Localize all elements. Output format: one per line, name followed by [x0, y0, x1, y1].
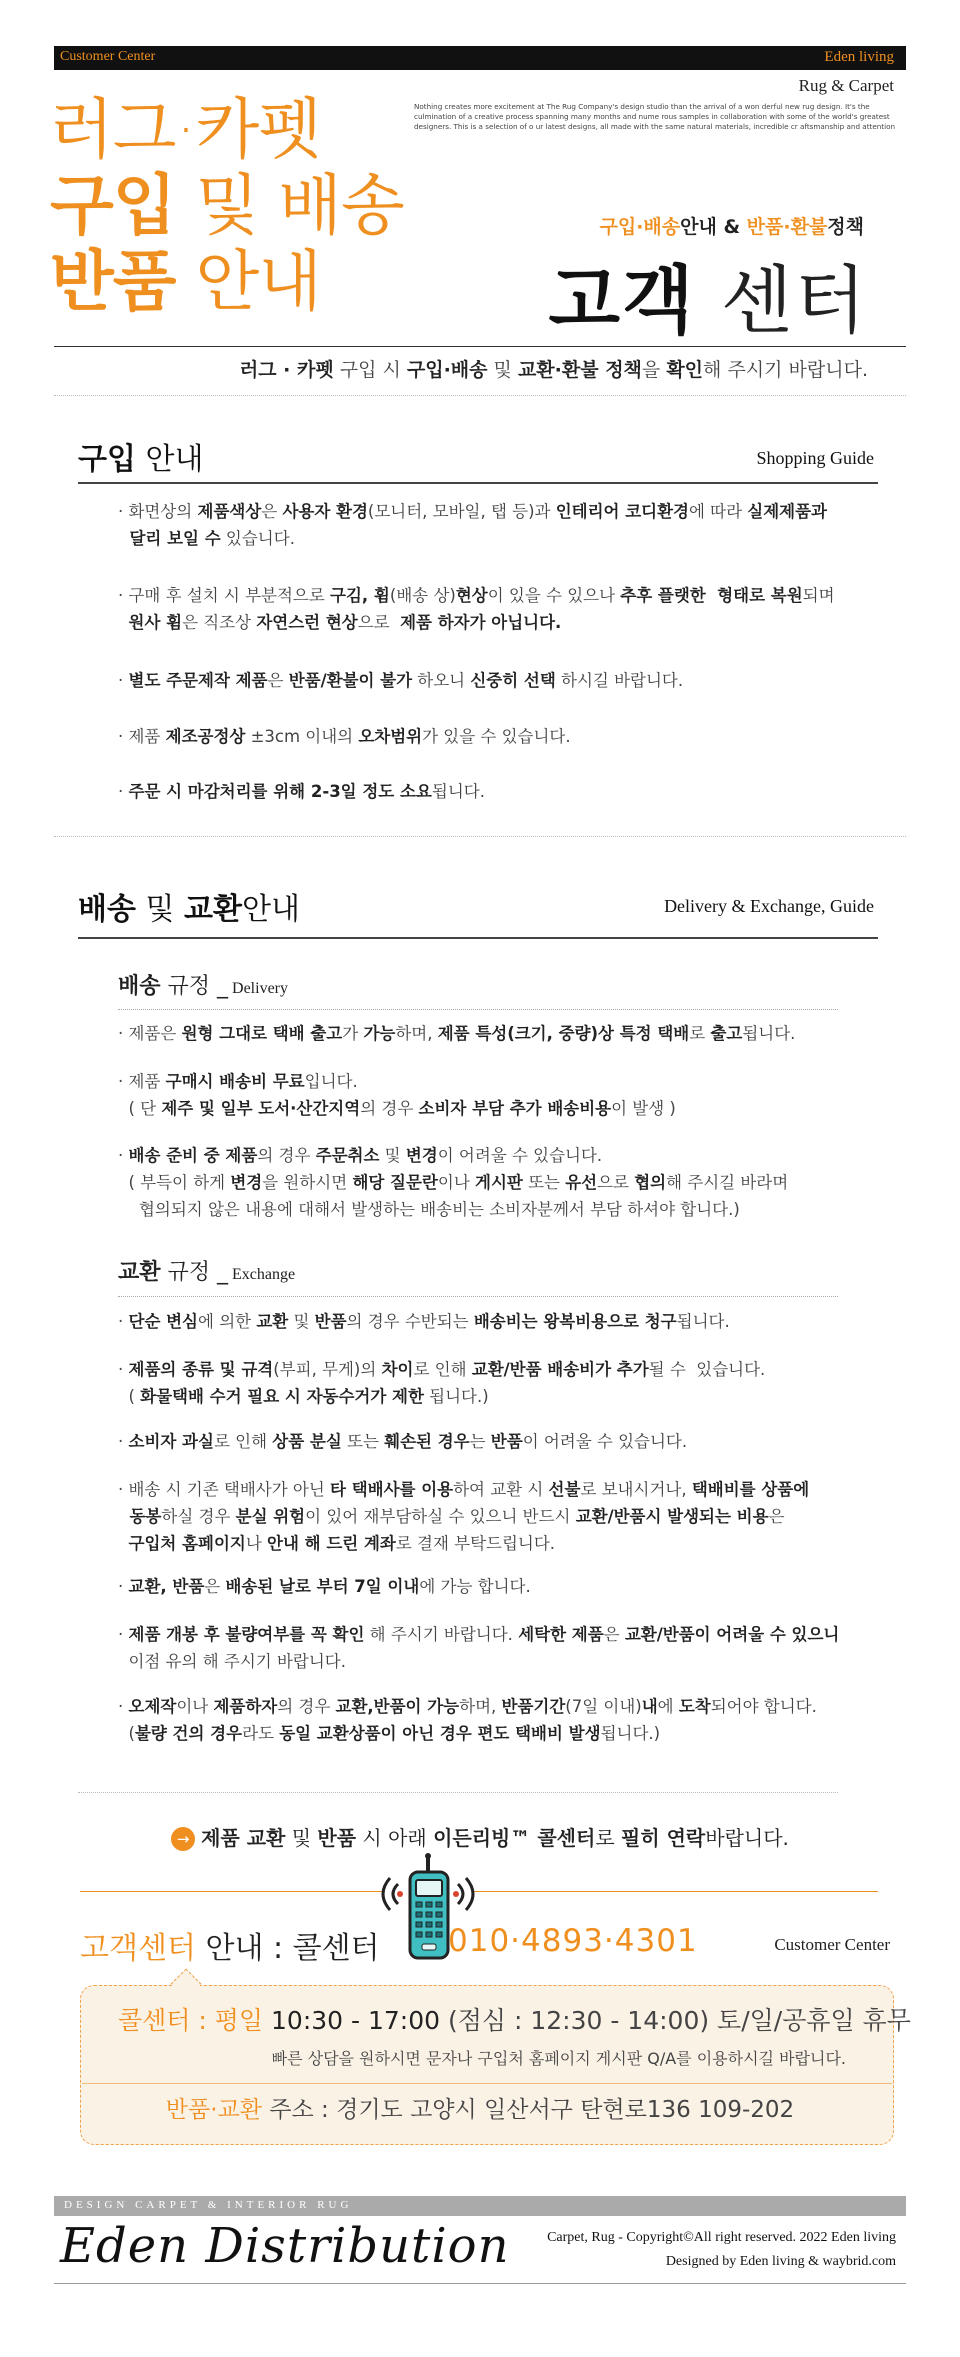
purchase-section-title: 구입 안내	[78, 442, 204, 477]
call-center-title: 고객센터 안내 : 콜센터	[80, 1931, 380, 1966]
exchange-item-7: · 오제작이나 제품하자의 경우 교환,반품이 가능하며, 반품기간(7일 이내)내에 도착되어야 합니다. (불량 건의 경우라도 동일 교환상품이 아닌 경우 편도 택배비 발생됩니다.)	[118, 1697, 817, 1743]
exchange-item-5: · 교환, 반품은 배송된 날로 부터 7일 이내에 가능 합니다.	[118, 1577, 531, 1596]
footer-line	[54, 2283, 906, 2284]
delivery-section-en: Delivery & Exchange, Guide	[664, 896, 874, 916]
delivery-section-title: 배송 및 교환안내	[78, 892, 300, 927]
title-line-2: 구입 및 배송	[50, 167, 404, 244]
section-line	[78, 482, 878, 484]
dotted-divider	[54, 395, 906, 396]
footer-bar: DESIGN CARPET & INTERIOR RUG	[54, 2196, 906, 2216]
copyright: Carpet, Rug - Copyright©All right reserved. 2022 Eden living Designed by Eden living & waybrid.com	[547, 2230, 896, 2269]
top-bar	[54, 46, 906, 70]
phone-number[interactable]: 010·4893·4301	[448, 1923, 698, 1959]
customer-center-heading: 고객 센터	[548, 258, 868, 344]
purchase-item-4: · 제품 제조공정상 ±3cm 이내의 오차범위가 있을 수 있습니다.	[118, 727, 571, 746]
rug-carpet-label: Rug & Carpet	[798, 76, 894, 95]
arrow-right-icon: →	[171, 1827, 195, 1851]
exchange-item-6: · 제품 개봉 후 불량여부를 꼭 확인 해 주시기 바랍니다. 세탁한 제품은 교환/반품이 어려울 수 있으니 이점 유의 해 주시기 바랍니다.	[118, 1625, 840, 1671]
signature-logo: Eden Distribution	[60, 2218, 510, 2274]
intro-text: 러그 · 카펫 구입 시 구입·배송 및 교환·환불 정책을 확인해 주시기 바랍니다.	[239, 359, 868, 381]
dotted-divider	[54, 836, 906, 837]
exchange-item-3: · 소비자 과실로 인해 상품 분실 또는 훼손된 경우는 반품이 어려울 수 있습니다.	[118, 1432, 688, 1451]
customer-center-label: Customer Center	[60, 49, 156, 64]
purchase-item-2: · 구매 후 설치 시 부분적으로 구김, 휨(배송 상)현상이 있을 수 있으나 추후 플랫한 형태로 복원되며 원사 휨은 직조상 자연스런 현상으로 제품 하자가 아닙니다.	[118, 586, 835, 632]
dotted-divider	[118, 1009, 838, 1010]
purchase-item-5: · 주문 시 마감처리를 위해 2-3일 정도 소요됩니다.	[118, 782, 485, 801]
page-title	[50, 92, 404, 320]
delivery-item-3: · 배송 준비 중 제품의 경우 주문취소 및 변경이 어려울 수 있습니다. ( 부득이 하게 변경을 원하시면 해당 질문란이나 게시판 또는 유선으로 협의해 주시길 바라며 협의되지 않은 내용에 대해서 발생하는 배송비는 소비자분께서 부담 하셔야 합니다.)	[118, 1146, 789, 1219]
title-line-3: 반품 안내	[50, 243, 322, 320]
delivery-rules-title: 배송 규정 _ Delivery	[118, 974, 288, 999]
dotted-divider	[118, 1296, 838, 1297]
exchange-rules-title: 교환 규정 _ Exchange	[118, 1260, 296, 1285]
dotted-divider	[78, 1792, 838, 1793]
exchange-item-2: · 제품의 종류 및 규격(부피, 무게)의 차이로 인해 교환/반품 배송비가 추가될 수 있습니다. ( 화물택배 수거 필요 시 자동수거가 제한 됩니다.)	[118, 1360, 766, 1406]
brand-label: Eden living	[824, 49, 894, 65]
brand-blurb: Nothing creates more excitement at The Rug Company's design studio than the arrival of a won derful new rug design. It's the culmination of a creative process spanning many months and nume rous samples in collaboration with some of the world's greatest designers. This is a selection of o ur latest designs, all made with the same natural materials, incredible cr aftsmanship and attention	[414, 102, 896, 131]
purchase-item-1: · 화면상의 제품색상은 사용자 환경(모니터, 모바일, 탭 등)과 인테리어 코디환경에 따라 실제제품과 달리 보일 수 있습니다.	[118, 502, 827, 548]
section-line	[78, 937, 878, 939]
divider	[54, 346, 906, 347]
orange-line-left	[80, 1891, 385, 1892]
return-address: 반품·교환 주소 : 경기도 고양시 일산서구 탄현로136 109-202	[165, 2097, 795, 2123]
delivery-item-1: · 제품은 원형 그대로 택배 출고가 가능하며, 제품 특성(크기, 중량)상 특정 택배로 출고됩니다.	[118, 1024, 796, 1043]
box-divider	[82, 2083, 892, 2084]
delivery-item-2: · 제품 구매시 배송비 무료입니다. ( 단 제주 및 일부 도서·산간지역의 경우 소비자 부담 추가 배송비용이 발생 )	[118, 1072, 676, 1118]
policy-subtitle: 구입·배송안내 & 반품·환불정책	[599, 216, 864, 238]
title-line-1: 러그·카펫	[50, 91, 322, 168]
exchange-item-1: · 단순 변심에 의한 교환 및 반품의 경우 수반되는 배송비는 왕복비용으로 청구됩니다.	[118, 1312, 730, 1331]
call-center-hours: 콜센터 : 평일 10:30 - 17:00 (점심 : 12:30 - 14:00) 토/일/공휴일 휴무	[118, 2006, 911, 2035]
purchase-item-3: · 별도 주문제작 제품은 반품/환불이 불가 하오니 신중히 선택 하시길 바랍니다.	[118, 671, 684, 690]
hours-note: 빠른 상담을 원하시면 문자나 구입처 홈페이지 게시판 Q/A를 이용하시길 바랍니다.	[271, 2049, 846, 2068]
exchange-item-4: · 배송 시 기존 택배사가 아닌 타 택배사를 이용하여 교환 시 선불로 보내시거나, 택배비를 상품에 동봉하실 경우 분실 위험이 있어 재부담하실 수 있으니 반드시 교환/반품시 발생되는 비용은 구입처 홈페이지나 안내 해 드린 계좌로 결재 부탁드립니다.	[118, 1480, 810, 1553]
customer-center-en: Customer Center	[774, 1935, 890, 1954]
orange-line-right	[472, 1891, 878, 1892]
purchase-section-en: Shopping Guide	[756, 448, 874, 468]
contact-notice: → 제품 교환 및 반품 시 아래 이든리빙™ 콜센터로 필히 연락바랍니다.	[0, 1822, 960, 1851]
